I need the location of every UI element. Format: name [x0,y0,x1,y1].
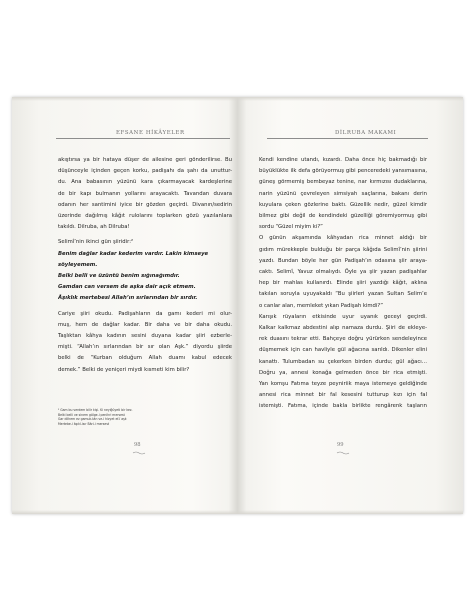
left-page [12,97,237,514]
right-page [237,97,463,514]
text-line: sordu “Güzel miyim ki?” [259,224,323,231]
poem-line: Belki belli ve üzüntü benim sığınağımdır. [58,273,180,280]
page-body [58,155,232,376]
page-number: 99 [337,442,344,448]
header-rule [267,138,428,139]
footnote-line: Belki belli ve sinem gölge-i penihri mersest [58,412,125,417]
text-line: du. Ana babasının yüzünü kara çıkarmayacak kardeşlerine [58,179,232,186]
text-line: istemişti. Fatıma, içinde bakla birlikte rengârenk taşların [259,403,427,410]
text-line: düşmemek için can havliyle gül ağacına sarıldı. Dikenler elini [259,347,427,354]
running-head: EFSANE HİKÂYELER [116,130,185,136]
text-line: Cariye şiiri okudu. Padişahların da gamı kederi mi olur- [58,310,232,317]
text-line: kuyulara çeken gözlerine baktı. Güzellik nedir, güzel kimdir [259,201,427,208]
text-line: üzerinde dağılmış kâğıt rulolarını toplarken gözü yazılanlara [58,213,232,220]
running-head: DİLRUBA MAKAMI [335,130,397,136]
text-line: annesi rica minnet bir fal kesesini tutturup kızı için fal [259,392,427,399]
text-line: güneş görmemiş bembeyaz tenine, nar kırmızısı dudaklarına, [259,179,427,186]
text-line: belki de “Kurban olduğum Allah duamı kabul edecek [58,355,232,362]
text-line: rek duasını tekrar etti. Bahçeye doğru yürürken sendeleyince [259,336,427,343]
text-line: narin yüzünü çevreleyen simsiyah saçlarına, bakanı derin [259,190,427,197]
text-line: büyüklükte ilk defa görüyormuş gibi penceredeki yansımasına, [259,168,427,175]
header-rule [56,138,230,139]
ornament-icon [336,451,350,455]
text-line: muş, hem de dağlar kadar. Bir daha ve bir daha okudu. [58,321,232,328]
footnote-line: ² Gam bu verdem bilir kişi. Ki neyiğüyeti bir kez. [58,408,133,412]
text-line: Doğru ya, annesi konağa gelmeden önce bir rica etmişti. [259,369,427,376]
text-line: Karışık rüyaların etkisinde uyur uyanık geceyi geçirdi. [259,313,427,320]
text-line: gıdım mürekkeple bulduğu bir parça kâğıda Selimî’nin şiirini [259,246,427,253]
text-line: mişti. “Allah’ın sırlarından bir sır olan Aşk.” diyordu şiirde [58,344,232,351]
text-line: hep bir mahlas kullanırdı. Elinde şiiri yazdığı kâğıt, aklına [259,280,427,287]
text-line: Kalkar kalkmaz abdestini alıp namaza durdu. Şiiri de ekleye- [259,325,427,332]
poem-line: söyleyemem. [58,261,98,268]
text-line: akıştırsa ya bir hataya düşer de ailesine geri gönderilirse. Bu [58,157,232,163]
poem-line: Gamdan can versem de aşka dair açık etmem. [58,284,196,291]
page-body [259,155,427,413]
text-line: takılan soruyla uyuyakaldı “Bu şiirleri yazan Sultan Selim’e [259,291,427,298]
text-line: Taşlıktan kâhya kadının sesini duyana kadar şiiri ezberle- [58,333,232,340]
footnote-line: Mertebe-i âşıkl-isır Bâri-i mersest [58,421,110,426]
poem-line: Benim dağlar kadar kederim vardır. Lakin kimseye [58,250,209,257]
ornament-icon [132,451,146,455]
footnotes [58,408,230,426]
text-line: yazdı. Bundan böyle her gün Padişah’ın odasına şiir araya- [259,257,427,264]
text-line: demek.” Belki de yeniçeri miydi kısmeti kim bilir? [58,366,190,373]
text-line: caktı. Selimî, Yavuz olmalıydı. Öyle ya şiir yazan padişahlar [259,269,427,276]
page-number: 98 [134,442,141,448]
text-line: de bir kapı bulmanın yollarını arayacaktı. Tavandan duvara [58,190,232,197]
text-line: düşünceyle içinden geçen korku, padişahı da şahı da unuttur- [58,168,232,175]
text-line: odanın her santimini iyice bir gözden geçirdi. Divanın/sedirin [58,201,232,208]
text-line: O günün akşamında kâhyadan rica minnet aldığı bir [259,235,427,242]
text-line: Yan komşu Fatıma teyze peyniriik maya istemeye geldiğinde [259,381,427,388]
text-line: Selimî’nin ikinci gün şiiridir:² [58,239,134,246]
text-line: takıldı. Dilruba, ah Dilruba! [58,224,130,231]
text-line: bilmez gibi değil de kendindeki güzelliği göremiyormuş gibi [259,213,427,220]
poem-line: Âşıklık mertebesi Allah’ın sırlarından bir sırdır. [58,295,198,302]
text-line: o canlar alan, memleket yıkan Padişah kimdi?” [259,302,383,309]
footnote-line: Gar dilhem ez gamuk-tân ve-i hizyet ef-î aşk [58,417,127,421]
text-line: Kendi kendine utandı, kızardı. Daha önce hiç bakmadığı bir [259,157,427,163]
text-line: kanattı. Tulumbadan su çekerken birden durdu; gül ağacı… [259,358,427,365]
